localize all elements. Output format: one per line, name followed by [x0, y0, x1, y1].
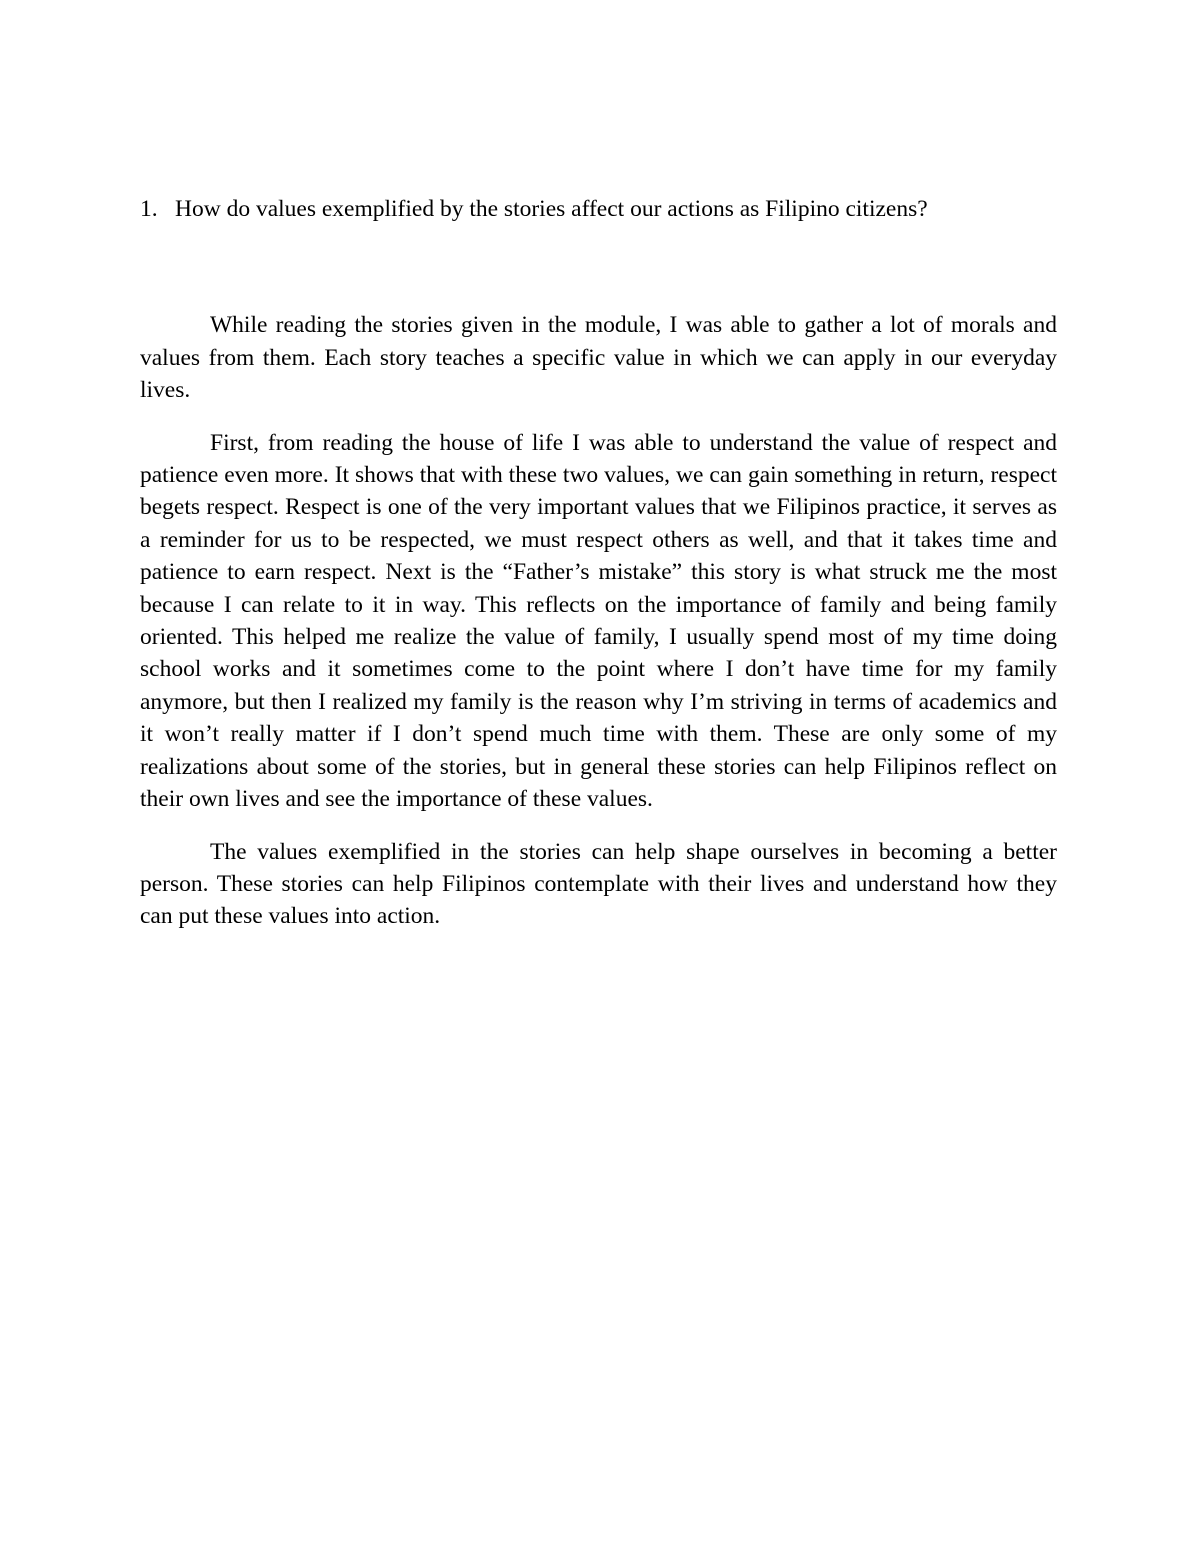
question-item	[140, 193, 1057, 225]
answer-section	[140, 309, 1057, 932]
question-number: 1.	[140, 196, 158, 222]
answer-paragraph-3: The values exemplified in the stories can help shape ourselves in becoming a better person. These stories can help Filipinos contemplate with their lives and understand how they can put these values into action.	[140, 838, 1057, 930]
answer-paragraph-1: While reading the stories given in the module, I was able to gather a lot of morals and values from them. Each story teaches a specific value in which we can apply in our everyday lives.	[140, 312, 1057, 404]
question-text: How do values exemplified by the stories affect our actions as Filipino citizens?	[175, 196, 928, 222]
document-body	[140, 193, 1057, 953]
answer-paragraph-2: First, from reading the house of life I was able to understand the value of respect and patience even more. It shows that with these two values, we can gain something in return, respect begets respect. Respect is one of the very important values that we Filipinos practice, it serves as a reminder for us to be respected, we must respect others as well, and that it takes time and patience to earn respect. Next is the “Father’s mistake” this story is what struck me the most because I can relate to it in way. This reflects on the importance of family and being family oriented. This helped me realize the value of family, I usually spend most of my time doing school works and it sometimes come to the point where I don’t have time for my family anymore, but then I realized my family is the reason why I’m striving in terms of academics and it won’t really matter if I don’t spend much time with them. These are only some of my realizations about some of the stories, but in general these stories can help Filipinos reflect on their own lives and see the importance of these values.	[140, 429, 1057, 813]
